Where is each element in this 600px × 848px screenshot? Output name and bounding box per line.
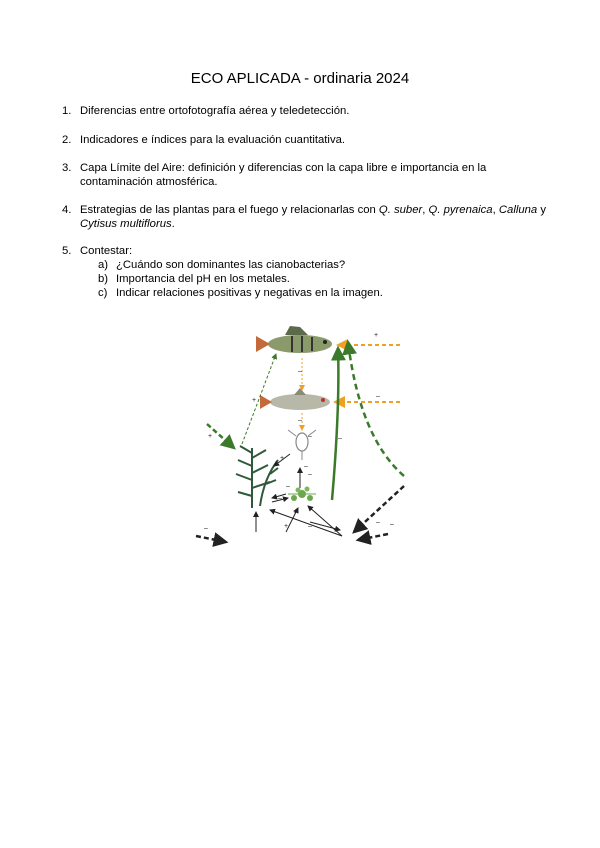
sign-label: – (294, 509, 298, 516)
black-arrow (270, 510, 342, 536)
subquestion-text: Importancia del pH en los metales. (116, 273, 290, 285)
sign-label: – (278, 495, 282, 502)
question-number: 4. (62, 204, 72, 216)
question-number: 5. (62, 245, 72, 257)
species-name: Q. suber (378, 204, 423, 216)
sign-label: + (374, 332, 379, 339)
sign-label: – (304, 463, 308, 470)
macrophyte-plant-image (236, 446, 278, 508)
sign-label: – (390, 521, 394, 528)
black-arrow (358, 534, 388, 540)
sign-label: – (338, 435, 342, 442)
sign-label: + (252, 397, 257, 404)
green-arrow (242, 354, 276, 444)
species-name: Calluna (498, 204, 538, 216)
question-text: Indicadores e índices para la evaluación cuantitativa. (80, 134, 346, 146)
green-arrow (332, 348, 338, 500)
question-number: 3. (62, 162, 72, 174)
question-text: Estrategias de las plantas para el fuego y relacionarlas con Q. suber, Q. pyrenaica, Calluna y Cytisus multiflorus. (80, 204, 546, 230)
sign-label: + (208, 433, 213, 440)
species-name: Q. pyrenaica (428, 204, 493, 216)
species-name: Cytisus multiflorus (80, 218, 172, 230)
sign-label: – (308, 471, 312, 478)
black-arrow (308, 506, 342, 536)
subquestion-letter: b) (98, 273, 109, 285)
sign-label: – (308, 433, 312, 440)
black-arrow (196, 536, 226, 542)
sign-label: – (376, 519, 380, 526)
food-web-diagram (190, 318, 420, 550)
sign-label: + (280, 455, 285, 462)
subquestion-text: ¿Cuándo son dominantes las cianobacterias? (116, 259, 346, 271)
roach-fish-image (260, 388, 330, 410)
phytoplankton-image (288, 487, 316, 502)
green-arrow (348, 342, 404, 476)
sign-label: – (298, 417, 302, 424)
sign-label: – (376, 393, 380, 400)
subquestion-letter: c) (98, 287, 108, 299)
subquestion-letter: a) (98, 259, 109, 271)
question-text: Contestar: (80, 245, 133, 257)
sign-label: – (308, 523, 312, 530)
question-number: 2. (62, 134, 72, 146)
sign-label: – (286, 483, 290, 490)
perch-fish-image (256, 326, 332, 353)
sign-label: + (284, 523, 289, 530)
page-title: ECO APLICADA - ordinaria 2024 (190, 70, 410, 87)
question-text: Diferencias entre ortofotografía aérea y teledetección. (80, 105, 350, 117)
sign-label: – (204, 525, 208, 532)
question-number: 1. (62, 105, 72, 117)
subquestion-text: Indicar relaciones positivas y negativas en la imagen. (116, 287, 383, 299)
question-text: Capa Límite del Aire: definición y diferencias con la capa libre e importancia en la contaminación atmosférica. (80, 162, 487, 188)
sign-label: – (298, 368, 302, 375)
